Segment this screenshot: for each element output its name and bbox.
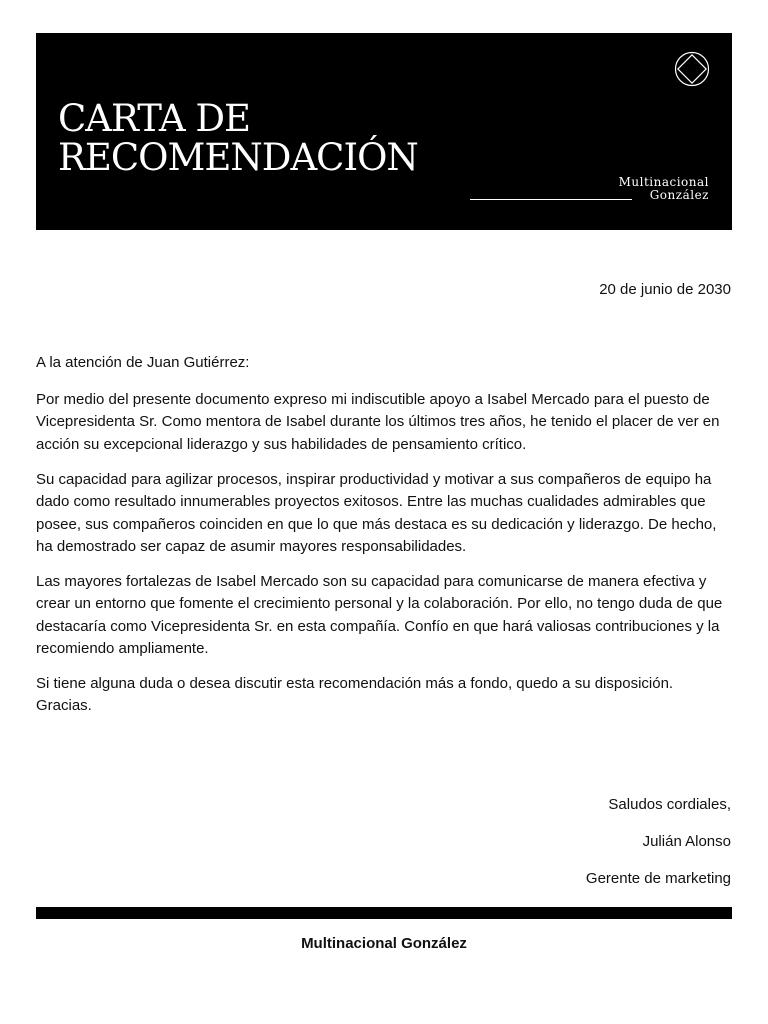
title-line-1: CARTA DE xyxy=(58,97,251,140)
diamond-circle-icon xyxy=(674,51,710,87)
body-paragraph: Su capacidad para agilizar procesos, inspirar productividad y motivar a sus compañeros de equipo ha dado como resultado innumerables proyectos exitosos. Entre las muchas cualidades admirables que posee, sus compañeros coinciden en que lo que más destaca es su dedicación y liderazgo. De hecho, ha demostrado ser capaz de asumir mayores responsabilidades. xyxy=(36,470,717,555)
title-line-2: RECOMENDACIÓN xyxy=(58,136,418,179)
body-paragraph: Si tiene alguna duda o desea discutir esta recomendación más a fondo, quedo a su disposición. Gracias. xyxy=(36,674,674,715)
company-tag xyxy=(619,176,709,202)
letter-closing: Saludos cordiales, xyxy=(608,796,731,813)
company-tag-line-1: Multinacional xyxy=(618,175,709,189)
footer-company: Multinacional González xyxy=(301,935,467,952)
body-paragraph: Por medio del presente documento expreso mi indiscutible apoyo a Isabel Mercado para el puesto de Vicepresidenta Sr. Como mentora de Isabel durante los últimos tres años, he tenido el placer de ver en acción su excepcional liderazgo y sus habilidades de pensamiento crítico. xyxy=(36,391,720,453)
footer-bar xyxy=(36,907,732,919)
letter-greeting: A la atención de Juan Gutiérrez: xyxy=(36,354,250,371)
header-divider xyxy=(470,199,632,200)
letter-body xyxy=(36,389,732,730)
body-paragraph: Las mayores fortalezas de Isabel Mercado son su capacidad para comunicarse de manera efectiva y crear un entorno que fomente el crecimiento personal y la colaboración. Por ello, no tengo duda de que destacaría como Vicepresidenta Sr. en esta compañía. Confío en que hará valiosas contribuciones y la recomiendo ampliamente. xyxy=(36,572,723,658)
signer-title: Gerente de marketing xyxy=(585,870,731,887)
page-title xyxy=(58,99,418,177)
letter-date: 20 de junio de 2030 xyxy=(599,281,731,298)
signer-name: Julián Alonso xyxy=(642,833,731,850)
company-tag-line-2: González xyxy=(649,188,709,202)
